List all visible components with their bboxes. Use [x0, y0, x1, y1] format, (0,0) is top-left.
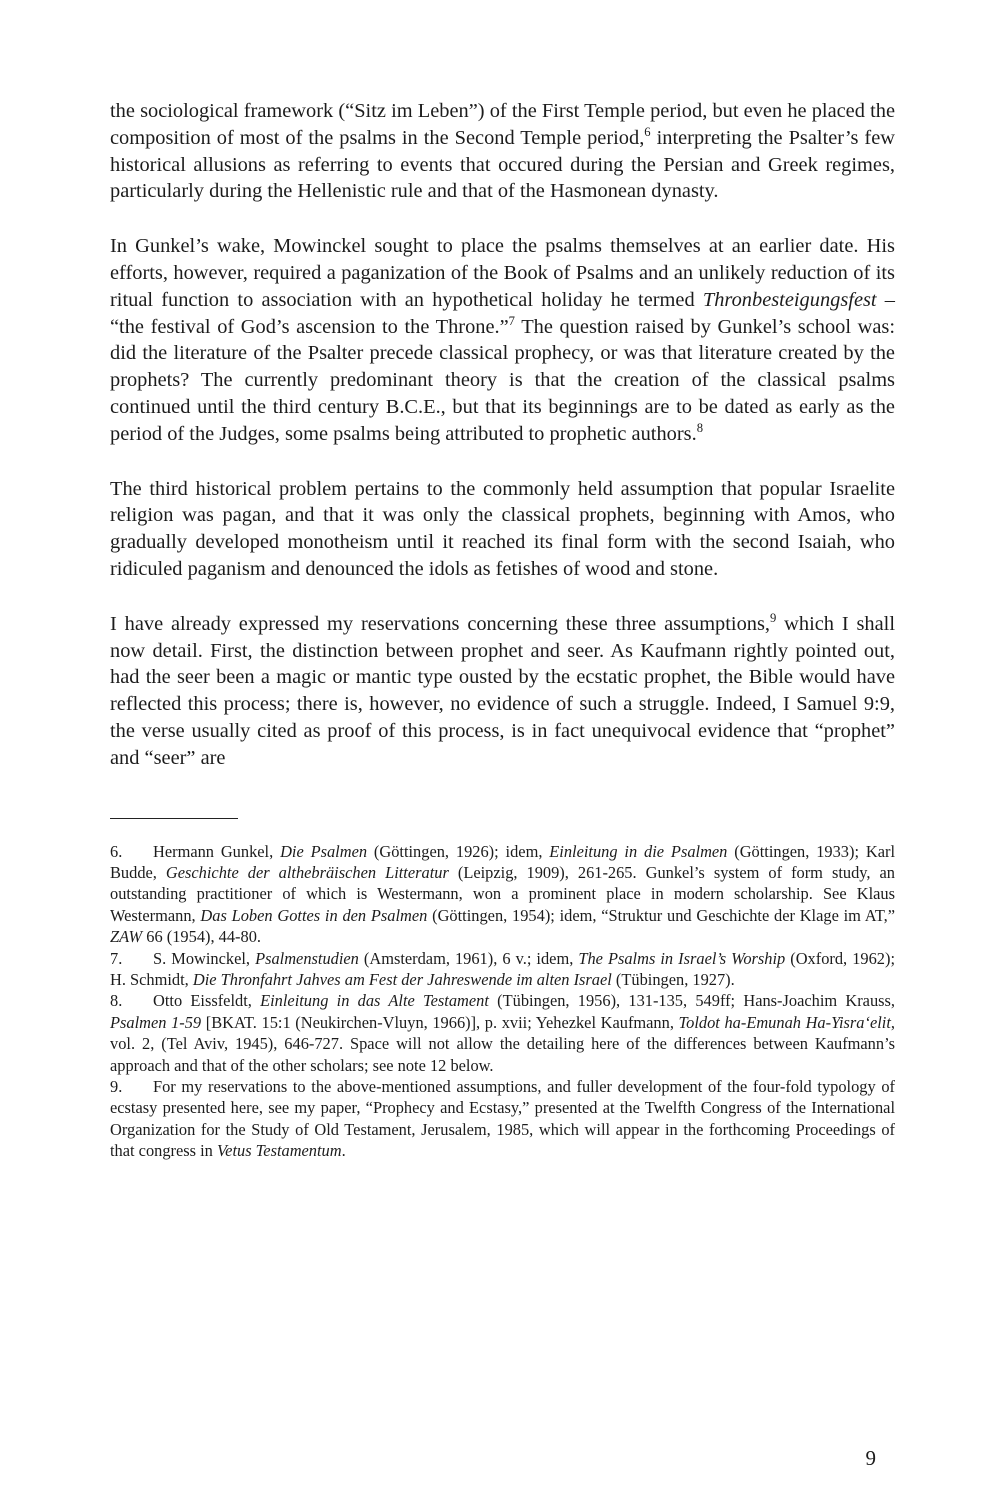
italic-title: ZAW — [110, 927, 143, 947]
italic-title: Die Psalmen — [280, 841, 368, 861]
text-run: (Tübingen, 1927). — [611, 969, 735, 989]
paragraph — [110, 233, 895, 447]
italic-title: Die Thronfahrt Jahves am Fest der Jahreswende im alten Israel — [192, 969, 612, 989]
text-run: For my reservations to the above-mentioned assumptions, and fuller development of the four-fold typology of ecstasy presented here, see my paper, “Prophecy and Ecstasy,” presented at the Twelfth Congress of the International Organization for the Study of Old Testament, Jerusalem, 1985, which will appear in the forthcoming Proceedings of that congress in — [110, 1077, 895, 1161]
footnote-number: 6. — [110, 841, 123, 861]
text-run: (Göttingen, 1933); Karl Budde, — [110, 841, 895, 882]
footnote-ref: 8 — [696, 420, 703, 435]
text-run: . — [341, 1141, 346, 1161]
text-run: Otto Eissfeldt, — [153, 991, 261, 1011]
italic-title: Psalmenstudien — [255, 948, 359, 968]
text-run: 66 (1954), 44-80. — [142, 927, 262, 947]
italic-title: Einleitung in die Psalmen — [549, 841, 728, 861]
text-run: (Tübingen, 1956), 131-135, 549ff; Hans-Joachim Krauss, — [488, 991, 896, 1011]
text-run: In Gunkel’s wake, Mowinckel sought to place the psalms themselves at an earlier date. His efforts, however, required a paganization of the Book of Psalms and an unlikely reduction of its ritual function to association with an hypothetical holiday he termed — [110, 235, 895, 311]
text-run: (Oxford, 1962); H. Schmidt, — [110, 948, 895, 989]
text-run: (Göttingen, 1926); idem, — [367, 841, 550, 861]
page-content — [110, 98, 895, 1162]
text-run: S. Mowinckel, — [153, 948, 256, 968]
text-run: (Amsterdam, 1961), 6 v.; idem, — [358, 948, 579, 968]
footnotes — [110, 841, 895, 1162]
italic-title: Vetus Testamentum — [216, 1141, 342, 1161]
paragraph — [110, 476, 895, 583]
italic-title: Einleitung in das Alte Testament — [260, 991, 489, 1011]
footnote-number: 8. — [110, 991, 123, 1011]
text-run: – “the festival of God’s ascension to the Throne.” — [110, 288, 896, 338]
footnote-number: 7. — [110, 948, 123, 968]
footnote-ref: 9 — [770, 610, 777, 625]
text-run: The question raised by Gunkel’s school was: did the literature of the Psalter precede classical prophecy, or was that literature created by the prophets? The currently predominant theory is that the creation of the classical psalms continued until the third century B.C.E., but that its beginnings are to be dated as early as the period of the Judges, some psalms being attributed to prophetic authors. — [110, 315, 895, 445]
text-run: Hermann Gunkel, — [153, 841, 281, 861]
footnote — [110, 948, 895, 991]
page-number: 9 — [865, 1446, 876, 1470]
italic-title: Psalmen 1-59 — [110, 1012, 202, 1032]
italic-title: Das Loben Gottes in den Psalmen — [200, 905, 428, 925]
footnote-ref: 6 — [644, 125, 651, 139]
footnote-number: 9. — [110, 1077, 123, 1096]
body-text — [110, 98, 895, 772]
text-run: which I shall now detail. First, the distinction between prophet and seer. As Kaufmann rightly pointed out, had the seer been a magic or mantic type ousted by the ecstatic prophet, the Bible would have reflected this process; there is, however, no evidence of such a struggle. Indeed, I Samuel 9:9, the verse usually cited as proof of this process, is in fact unequivocal evidence that “prophet” and “seer” are — [110, 612, 895, 769]
footnote — [110, 1076, 895, 1162]
text-run: , vol. 2, (Tel Aviv, 1945), 646-727. Space will not allow the detailing here of the differences between Kaufmann’s approach and that of the other scholars; see note 12 below. — [110, 1012, 895, 1075]
footnote-separator — [110, 818, 238, 819]
footnote — [110, 841, 895, 948]
text-run: (Göttingen, 1954); idem, “Struktur und Geschichte der Klage im AT,” — [427, 905, 895, 925]
text-run: the sociological framework (“Sitz im Leben”) of the First Temple period, but even he placed the composition of most of the psalms in the Second Temple period, — [110, 100, 895, 149]
italic-title: The Psalms in Israel’s Worship — [578, 948, 786, 968]
paragraph — [110, 611, 895, 772]
footnote — [110, 990, 895, 1076]
text-run: [BKAT. 15:1 (Neukirchen-Vluyn, 1966)], p. xvii; Yehezkel Kaufmann, — [201, 1012, 679, 1032]
text-run: interpreting the Psalter’s few historical allusions as referring to events that occured during the Persian and Greek regimes, particularly during the Hellenistic rule and that of the Hasmonean dynasty. — [110, 126, 895, 203]
italic-title: Thronbesteigungsfest — [702, 288, 877, 311]
paragraph — [110, 98, 895, 205]
text-run: I have already expressed my reservations concerning these three assumptions, — [110, 612, 771, 635]
text-run: The third historical problem pertains to the commonly held assumption that popular Israelite religion was pagan, and that it was only the classical prophets, beginning with Amos, who gradually developed monotheism until it reached its final form with the second Isaiah, who ridiculed paganism and denounced the idols as fetishes of wood and stone. — [110, 477, 895, 580]
footnote-ref: 7 — [508, 313, 515, 328]
italic-title: Geschichte der althebräischen Litteratur — [165, 862, 449, 882]
italic-title: Toldot ha-Emunah Ha-Yisra‘elit — [678, 1012, 891, 1032]
text-run: (Leipzig, 1909), 261-265. Gunkel’s system of form study, an outstanding practitioner of which is Westermann, won a prominent place in modern scholarship. See Klaus Westermann, — [110, 862, 896, 925]
